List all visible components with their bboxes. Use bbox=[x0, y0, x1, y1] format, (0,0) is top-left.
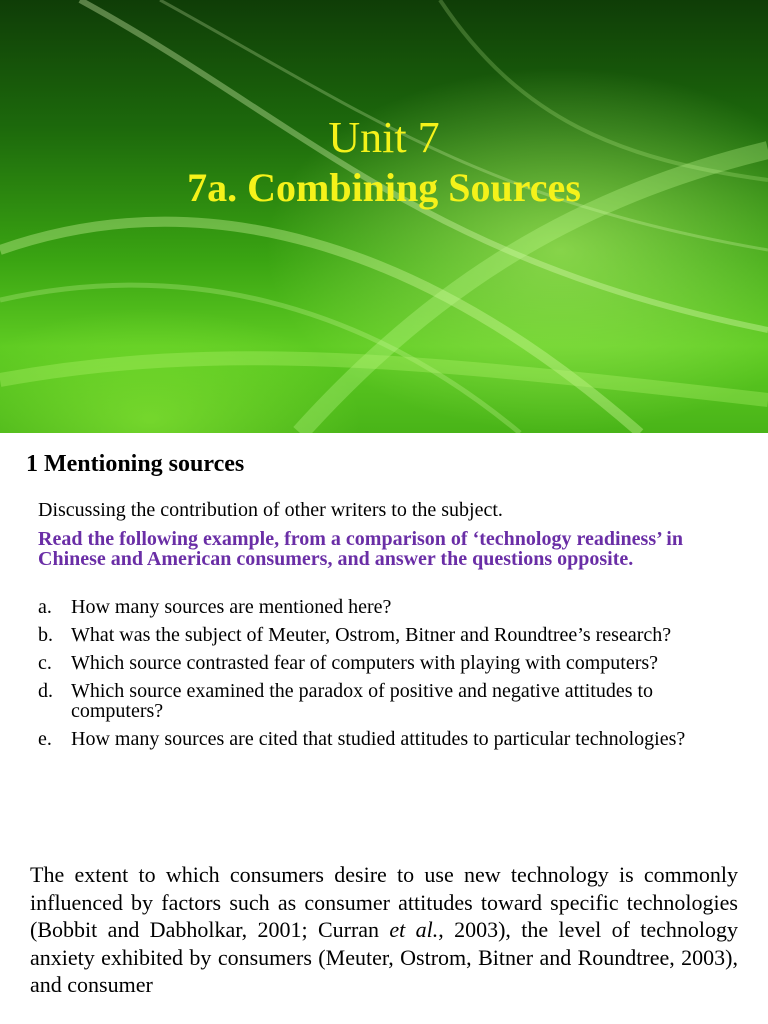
question-text: Which source contrasted fear of computers with playing with computers? bbox=[71, 652, 659, 674]
slide-title: 7a. Combining Sources bbox=[187, 165, 581, 210]
section-heading: 1 Mentioning sources bbox=[26, 451, 245, 477]
question-item bbox=[38, 681, 718, 721]
example-passage bbox=[30, 861, 738, 999]
question-text: How many sources are mentioned here? bbox=[71, 596, 392, 618]
question-letter: e. bbox=[38, 728, 52, 750]
question-item bbox=[38, 625, 718, 645]
question-letter: b. bbox=[38, 624, 53, 646]
title-block bbox=[0, 112, 768, 212]
unit-title: Unit 7 bbox=[328, 113, 440, 162]
question-text: How many sources are cited that studied attitudes to particular technologies? bbox=[71, 728, 686, 750]
passage-part-1: The extent to which consumers desire to use new technology is commonly influenced by factors such as consumer attitudes toward specific technologies (Bobbit and Dabholkar, 2001; Curran bbox=[30, 862, 738, 942]
instruction-text: Read the following example, from a comparison of ‘technology readiness’ in Chinese and American consumers, and answer the questions opposite. bbox=[38, 528, 683, 570]
question-text: Which source examined the paradox of positive and negative attitudes to computers? bbox=[71, 680, 654, 722]
question-item bbox=[38, 729, 718, 749]
passage-part-2: , 2003), the level of technology anxiety exhibited by consumers (Meuter, Ostrom, Bitner and Roundtree, 2003), and consumer bbox=[30, 917, 738, 997]
green-light-streaks bbox=[0, 0, 768, 433]
intro-text: Discussing the contribution of other writers to the subject. bbox=[38, 499, 503, 521]
exercise-slide bbox=[0, 433, 768, 1024]
question-list bbox=[38, 597, 718, 757]
question-text: What was the subject of Meuter, Ostrom, Bitner and Roundtree’s research? bbox=[71, 624, 672, 646]
question-letter: c. bbox=[38, 652, 52, 674]
passage-et-al: et al. bbox=[389, 917, 439, 942]
question-item bbox=[38, 653, 718, 673]
question-item bbox=[38, 597, 718, 617]
question-letter: d. bbox=[38, 680, 53, 702]
question-letter: a. bbox=[38, 596, 52, 618]
title-slide bbox=[0, 0, 768, 433]
